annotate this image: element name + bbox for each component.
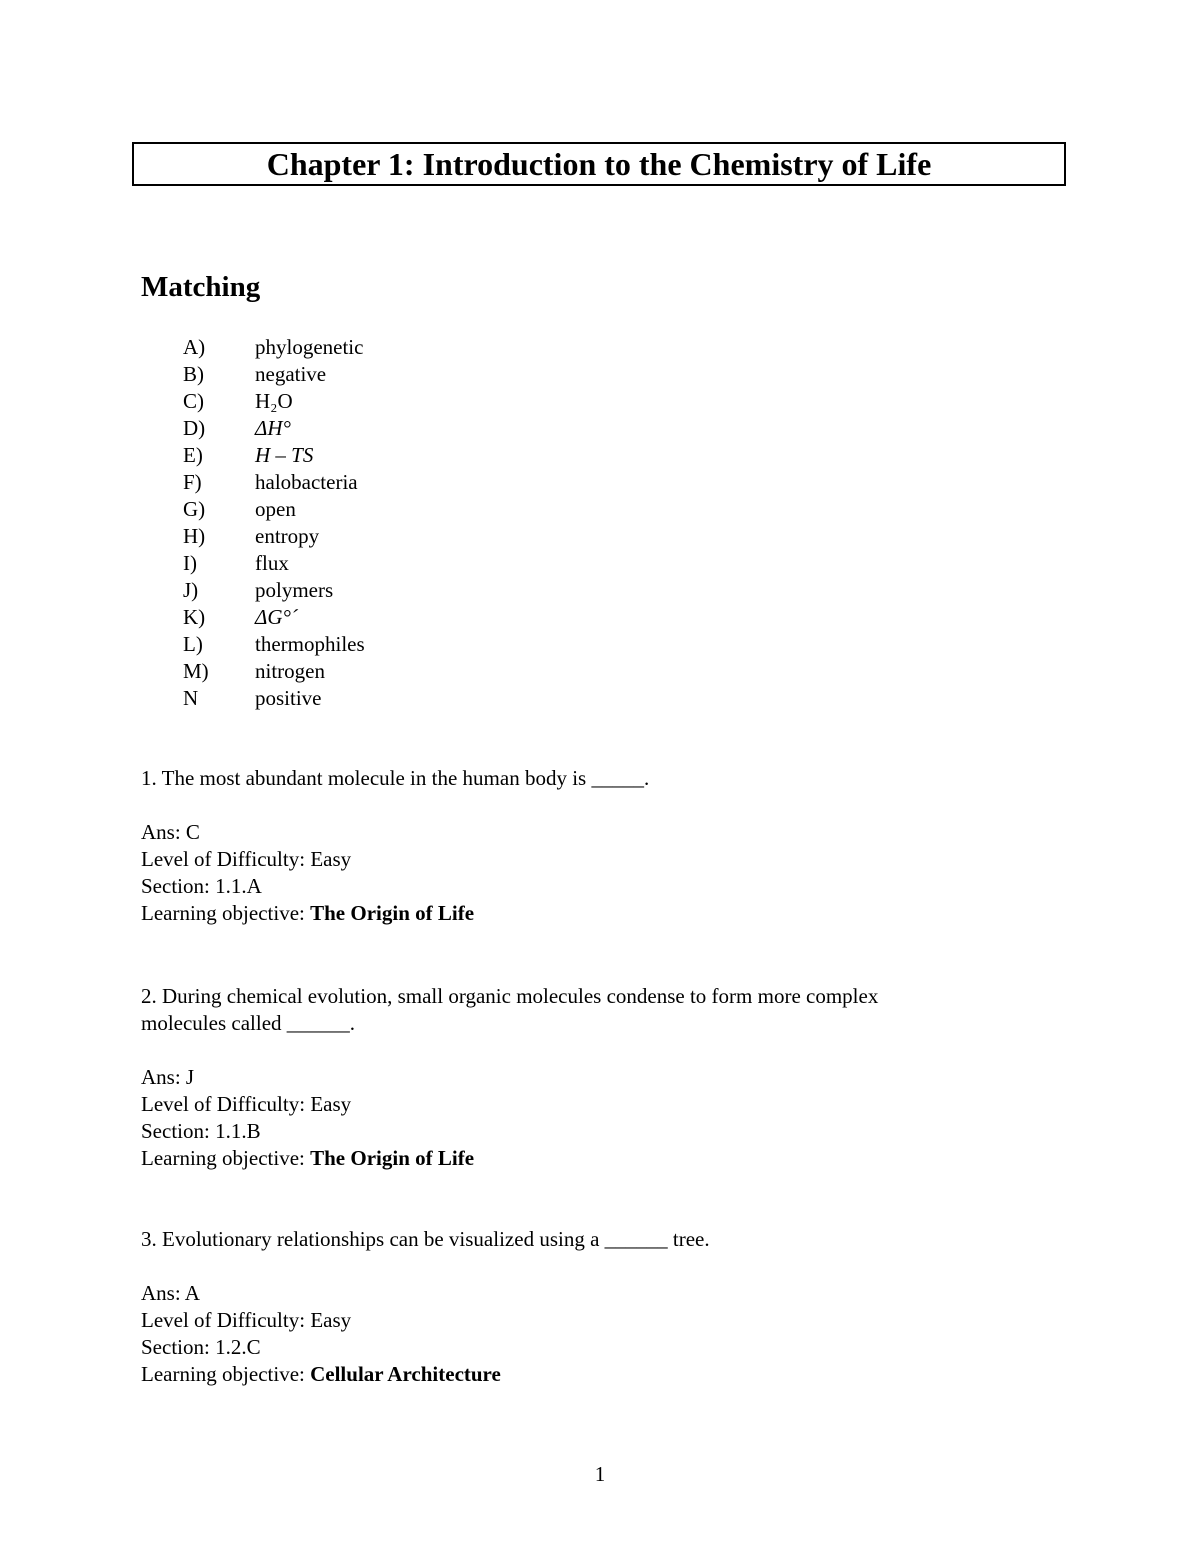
matching-options-list [183,334,365,712]
option-term: ΔG°´ [255,605,298,629]
option-term: halobacteria [255,470,358,494]
matching-option [183,415,365,442]
option-letter: B) [183,362,204,386]
matching-option [183,685,365,712]
matching-option [183,469,365,496]
matching-option [183,604,365,631]
section-heading-matching: Matching [141,271,261,303]
difficulty-line: Level of Difficulty: Easy [141,1308,352,1332]
option-term: ΔH° [255,416,291,440]
option-term: flux [255,551,289,575]
objective-value: Cellular Architecture [310,1362,501,1386]
option-term: polymers [255,578,334,602]
section-line: Section: 1.1.B [141,1119,261,1143]
matching-option [183,658,365,685]
option-letter: K) [183,605,206,629]
option-term: H – TS [255,443,314,467]
objective-value: The Origin of Life [310,1146,475,1170]
option-term: entropy [255,524,320,548]
matching-option [183,442,365,469]
objective-label: Learning objective: [141,901,311,925]
option-letter: C) [183,389,204,413]
objective-line [141,1145,1041,1172]
matching-option [183,496,365,523]
option-letter: L) [183,632,203,656]
option-letter: F) [183,470,202,494]
matching-option [183,361,365,388]
option-letter: A) [183,335,206,359]
matching-option [183,523,365,550]
option-letter: G) [183,497,206,521]
matching-option [183,334,365,361]
page-number: 1 [594,1462,606,1486]
section-line: Section: 1.2.C [141,1335,261,1359]
option-letter: D) [183,416,206,440]
option-letter: N [183,686,199,710]
question-text: 2. During chemical evolution, small organic molecules condense to form more complex [141,984,879,1008]
objective-value: The Origin of Life [310,901,475,925]
question-1 [141,765,1041,927]
option-term: nitrogen [255,659,325,683]
option-letter: E) [183,443,203,467]
matching-option [183,631,365,658]
difficulty-line: Level of Difficulty: Easy [141,847,352,871]
answer-line: Ans: J [141,1065,195,1089]
question-text: 1. The most abundant molecule in the human body is _____. [141,766,650,790]
objective-line [141,1361,1041,1388]
option-term: negative [255,362,327,386]
matching-option [183,577,365,604]
question-3 [141,1226,1041,1388]
option-letter: I) [183,551,197,575]
answer-line: Ans: C [141,820,200,844]
matching-option [183,388,365,415]
question-text: 3. Evolutionary relationships can be visualized using a ______ tree. [141,1227,710,1251]
option-letter: J) [183,578,199,602]
option-letter: H) [183,524,206,548]
option-term: open [255,497,296,521]
option-term: H₂O [255,389,293,413]
option-term: positive [255,686,322,710]
matching-option [183,550,365,577]
section-line: Section: 1.1.A [141,874,262,898]
option-term: phylogenetic [255,335,364,359]
difficulty-line: Level of Difficulty: Easy [141,1092,352,1116]
question-text-continued: molecules called ______. [141,1011,356,1035]
question-2 [141,983,1041,1172]
answer-line: Ans: A [141,1281,200,1305]
option-letter: M) [183,659,209,683]
objective-line [141,900,1041,927]
objective-label: Learning objective: [141,1146,311,1170]
chapter-title: Chapter 1: Introduction to the Chemistry of Life [132,142,1066,186]
objective-label: Learning objective: [141,1362,311,1386]
option-term: thermophiles [255,632,365,656]
